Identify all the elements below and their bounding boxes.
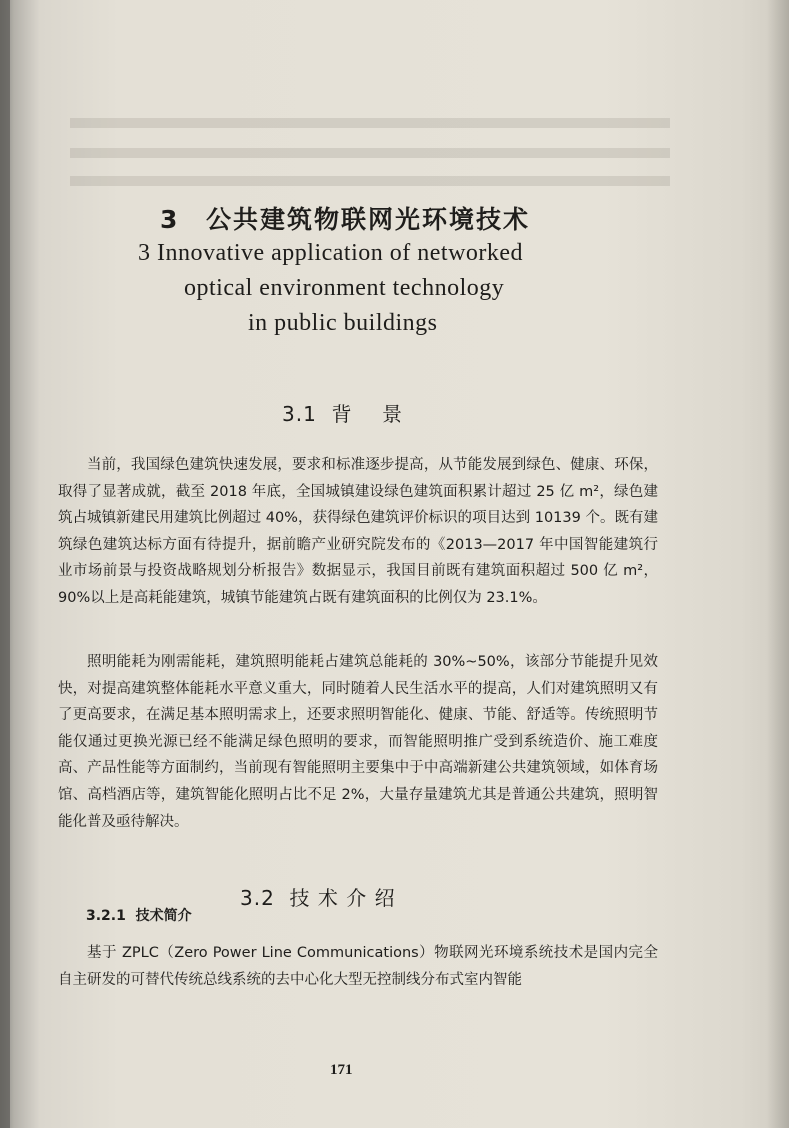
paragraph-2 — [58, 649, 658, 835]
paragraph-3-text: 基于 ZPLC（Zero Power Line Communications）物联网光环境系统技术是国内完全自主研发的可替代传统总线系统的去中心化大型无控制线分布式室内智能 — [58, 945, 658, 988]
title-en-line-1: 3 Innovative application of networked — [138, 240, 524, 266]
chapter-number: 3 — [160, 205, 180, 234]
subsection-heading: 3.2.1 技术简介 — [86, 908, 192, 924]
chapter-title-en — [138, 236, 658, 341]
chapter-title-cn: 公共建筑物联网光环境技术 — [206, 205, 531, 234]
paragraph-1 — [58, 452, 658, 612]
paragraph-2-text: 照明能耗为刚需能耗，建筑照明能耗占建筑总能耗的 30%~50%，该部分节能提升见效快，对提高建筑整体能耗水平意义重大，同时随着人民生活水平的提高，人们对建筑照明又有了更高要求，在满足基本照明需求上，还要求照明智能化、健康、节能、舒适等。传统照明节能仅通过更换光源已经不能满足绿色照明的要求，而智能照明推广受到系统造价、施工难度高、产品性能等方面制约，当前现有智能照明主要集中于中高端新建公共建筑领域，如体育场馆、高档酒店等，建筑智能化照明占比不足 2%，大量存量建筑尤其是普通公共建筑，照明智能化普及亟待解决。 — [58, 654, 658, 830]
paragraph-1-text: 当前，我国绿色建筑快速发展，要求和标准逐步提高，从节能发展到绿色、健康、环保，取得了显著成就，截至 2018 年底，全国城镇建设绿色建筑面积累计超过 25 亿 m²，绿色建筑占城镇新建民用建筑比例超过 40%，获得绿色建筑评价标识的项目达到 10139 个。既有建筑绿色建筑达标方面有待提升，据前瞻产业研究院发布的《2013—2017 年中国智能建筑行业市场前景与投资战略规划分析报告》数据显示，我国目前既有建筑面积超过 500 亿 m²，90%以上是高耗能建筑，城镇节能建筑占既有建筑面积的比例仅为 23.1%。 — [58, 457, 658, 606]
page-number: 171 — [330, 1062, 353, 1078]
section-heading-technology: 3.2 技 术 介 绍 — [240, 886, 396, 910]
title-en-line-3: in public buildings — [248, 310, 438, 336]
paragraph-3 — [58, 940, 658, 993]
chapter-title — [160, 200, 640, 236]
section-heading-background: 3.1 背 景 — [282, 402, 403, 426]
title-en-line-2: optical environment technology — [184, 275, 505, 301]
